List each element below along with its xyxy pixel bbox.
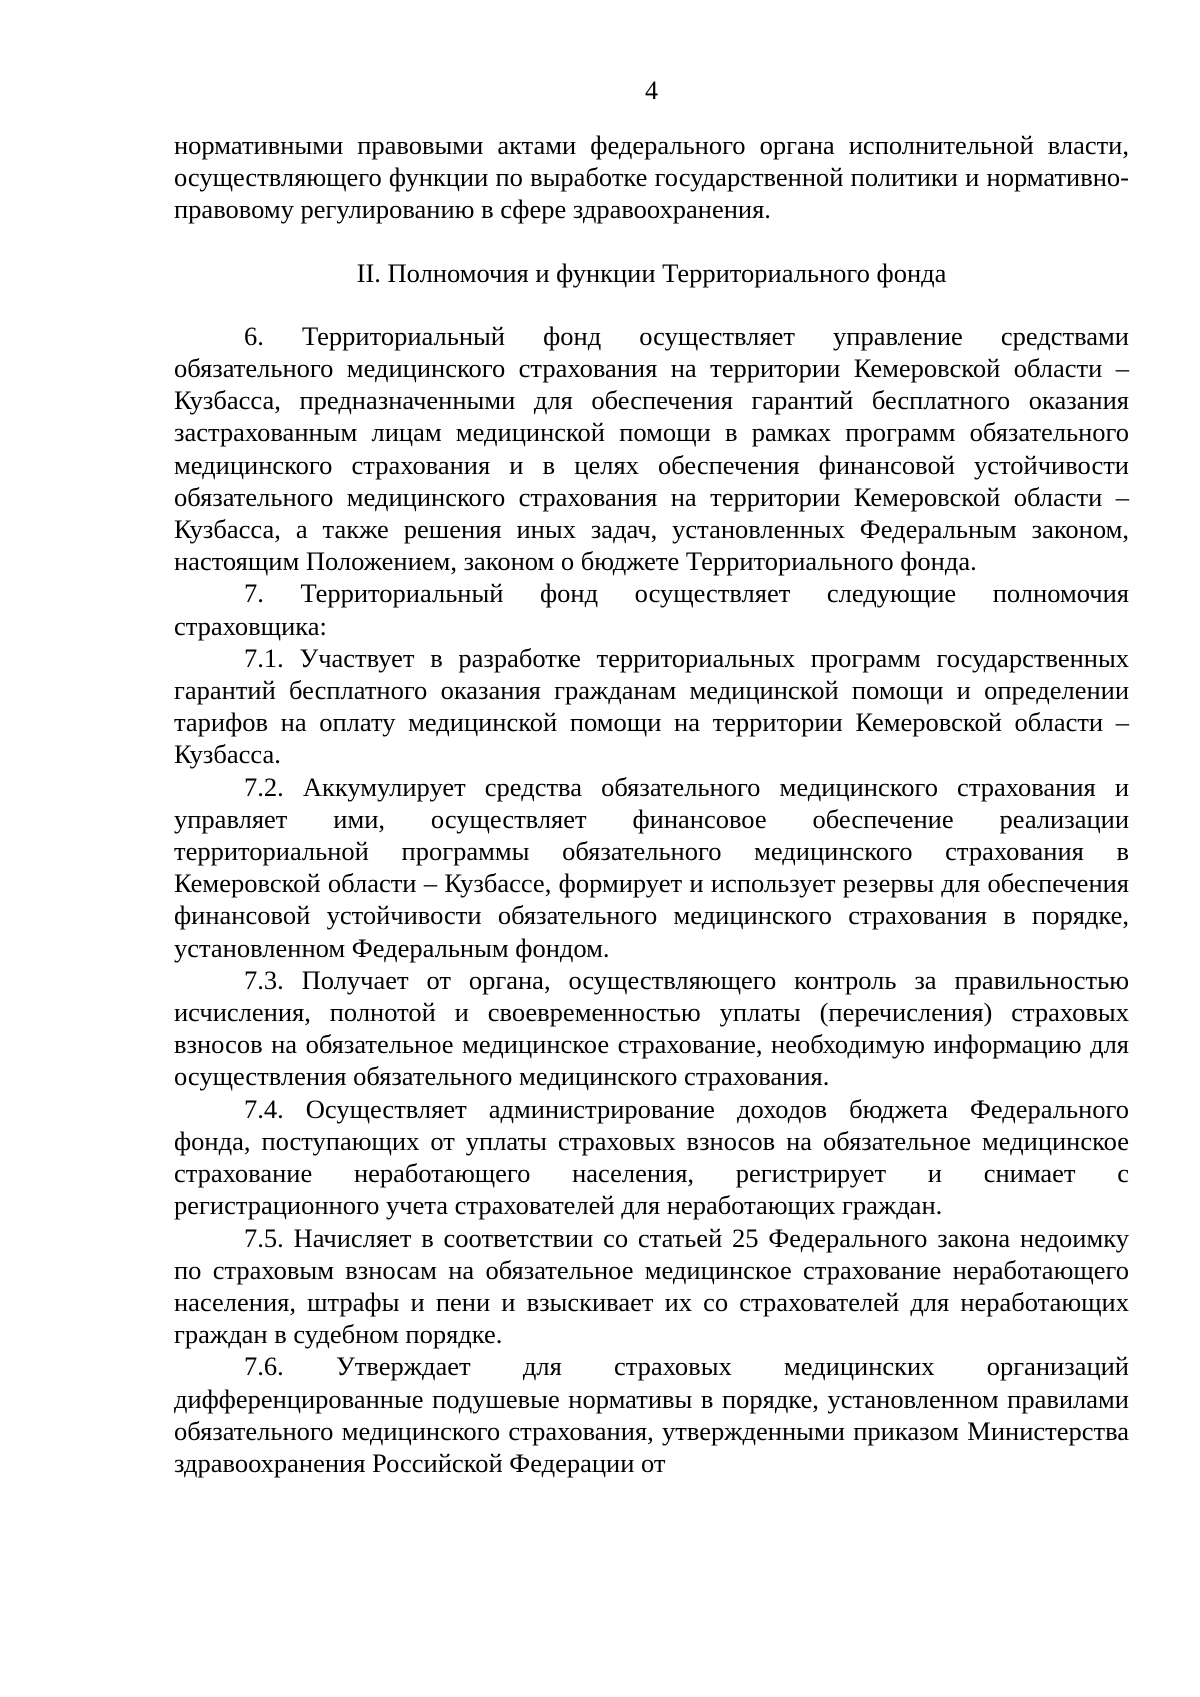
- paragraph-7-2: 7.2. Аккумулирует средства обязательного медицинского страхования и управляет ими, осуществляет финансовое обеспечение реализации территориальной программы обязательного медицинского страхования в Кемеровской области – Кузбассе, формирует и использует резервы для обеспечения финансовой устойчивости обязательного медицинского страхования в порядке, установленном Федеральным фондом.: [174, 771, 1129, 963]
- document-body: [174, 129, 1129, 1479]
- section-heading: II. Полномочия и функции Территориального фонда: [356, 257, 947, 288]
- paragraph-7-6: 7.6. Утверждает для страховых медицинских организаций дифференцированные подушевые нормативы в порядке, установленном правилами обязательного медицинского страхования, утвержденными приказом Министерства здравоохранения Российской Федерации от: [174, 1351, 1129, 1478]
- paragraph-7: 7. Территориальный фонд осуществляет следующие полномочия страховщика:: [174, 578, 1129, 641]
- paragraph-7-5: 7.5. Начисляет в соответствии со статьей 25 Федерального закона недоимку по страховым взносам на обязательное медицинское страхование неработающего населения, штрафы и пени и взыскивает их со страхователей для неработающих граждан в судебном порядке.: [174, 1222, 1129, 1350]
- page-number: 4: [645, 76, 658, 105]
- intro-paragraph: нормативными правовыми актами федерального органа исполнительной власти, осуществляющего функции по выработке государственной политики и нормативно-правовому регулированию в сфере здравоохранения.: [174, 130, 1129, 225]
- paragraph-6: 6. Территориальный фонд осуществляет управление средствами обязательного медицинского страхования на территории Кемеровской области – Кузбасса, предназначенными для обеспечения гарантий бесплатного оказания застрахованным лицам медицинской помощи в рамках программ обязательного медицинского страхования и в целях обеспечения финансовой устойчивости обязательного медицинского страхования на территории Кемеровской области – Кузбасса, а также решения иных задач, установленных Федеральным законом, настоящим Положением, законом о бюджете Территориального фонда.: [174, 320, 1129, 577]
- paragraph-7-4: 7.4. Осуществляет администрирование доходов бюджета Федерального фонда, поступающих от уплаты страховых взносов на обязательное медицинское страхование неработающего населения, регистрирует и снимает с регистрационного учета страхователей для неработающих граждан.: [174, 1093, 1129, 1221]
- paragraph-7-1: 7.1. Участвует в разработке территориальных программ государственных гарантий бесплатного оказания гражданам медицинской помощи и определении тарифов на оплату медицинской помощи на территории Кемеровской области – Кузбасса.: [174, 642, 1129, 770]
- paragraph-7-3: 7.3. Получает от органа, осуществляющего контроль за правильностью исчисления, полнотой и своевременностью уплаты (перечисления) страховых взносов на обязательное медицинское страхование, необходимую информацию для осуществления обязательного медицинского страхования.: [174, 964, 1129, 1092]
